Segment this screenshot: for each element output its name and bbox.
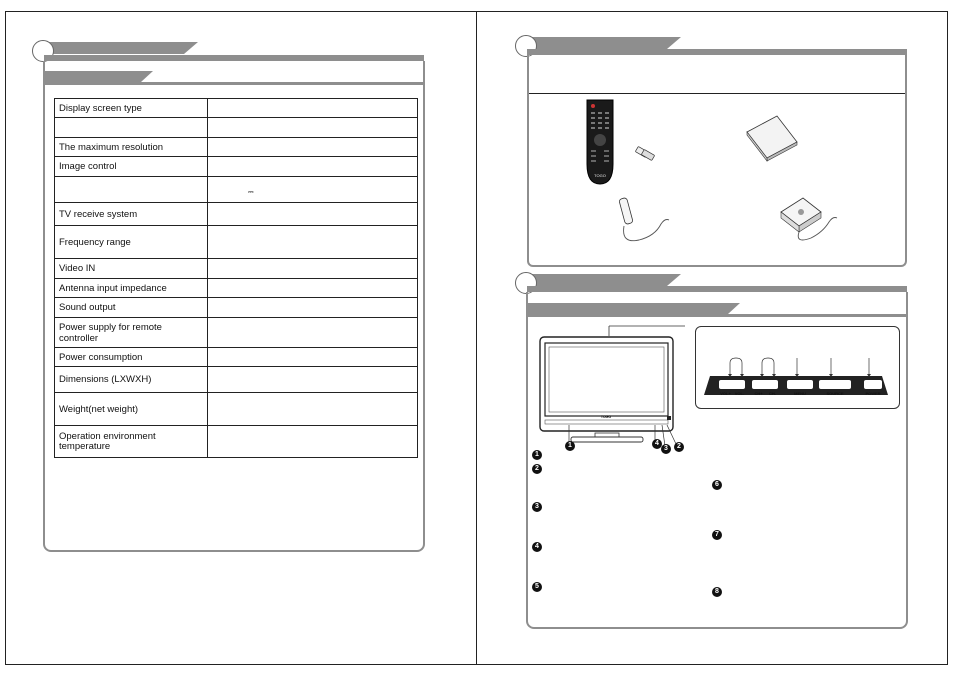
spec-value xyxy=(208,99,418,118)
spec-label: Antenna input impedance xyxy=(55,279,208,298)
panel-label-source: SOURCE xyxy=(826,391,844,396)
callout-5: 5 xyxy=(532,582,542,592)
spec-value xyxy=(208,393,418,426)
section-tab-accessories xyxy=(527,37,667,49)
callout-7: 7 xyxy=(712,530,722,540)
spec-label: Weight(net weight) xyxy=(55,393,208,426)
front-callout-4: 4 xyxy=(652,439,662,449)
spec-value xyxy=(208,118,418,138)
spec-value xyxy=(208,426,418,458)
callout-8: 8 xyxy=(712,587,722,597)
spec-value xyxy=(208,367,418,393)
remote-control-icon xyxy=(587,100,613,184)
dc-symbol: ⎓ xyxy=(208,177,418,203)
callout-2: 2 xyxy=(532,464,542,474)
spec-label: Power consumption xyxy=(55,348,208,367)
front-callout-2: 2 xyxy=(674,442,684,452)
spec-value xyxy=(208,157,418,177)
spec-label: Power supply for remote controller xyxy=(55,318,208,348)
tv-brand-logo: TOGO xyxy=(600,415,612,419)
panel-label-vol-plus: VOL+ xyxy=(720,391,731,396)
spec-value xyxy=(208,203,418,226)
spec-value xyxy=(208,138,418,157)
spec-label: Sound output xyxy=(55,298,208,318)
batteries-icon xyxy=(635,146,654,160)
spec-value xyxy=(208,226,418,259)
spec-label xyxy=(55,118,208,138)
spec-value xyxy=(208,279,418,298)
spec-label: Display screen type xyxy=(55,99,208,118)
spec-label xyxy=(55,177,208,203)
specification-table xyxy=(54,98,418,458)
spec-label: TV receive system xyxy=(55,203,208,226)
source-button xyxy=(819,380,851,389)
spec-label: Dimensions (LXWXH) xyxy=(55,367,208,393)
callout-3: 3 xyxy=(532,502,542,512)
spec-label: Image control xyxy=(55,157,208,177)
panel-label-vol-minus: VOL- xyxy=(734,391,745,396)
spec-label: Frequency range xyxy=(55,226,208,259)
callout-1: 1 xyxy=(532,450,542,460)
callout-4: 4 xyxy=(532,542,542,552)
section-tab-specifications xyxy=(44,42,184,54)
spec-value xyxy=(208,318,418,348)
power-button xyxy=(864,380,882,389)
panel-label-power: POWER xyxy=(865,391,881,396)
menu-button xyxy=(787,380,813,389)
front-callout-3: 3 xyxy=(661,444,671,454)
spec-label: Operation environment temperature xyxy=(55,426,208,458)
manual-booklet-icon xyxy=(747,116,797,161)
vol-button-pair xyxy=(719,380,745,389)
spec-value xyxy=(208,298,418,318)
car-adapter-icon xyxy=(619,197,669,240)
tv-front-illustration xyxy=(535,322,685,454)
panel-label-menu: MENU xyxy=(794,391,806,396)
panel-label-ch-minus: CH- xyxy=(768,391,777,396)
page-fold xyxy=(476,11,477,665)
front-callout-1: 1 xyxy=(565,441,575,451)
spec-label: The maximum resolution xyxy=(55,138,208,157)
remote-brand: TOGO xyxy=(594,173,606,178)
panel-label-ch-plus: CH+ xyxy=(754,391,763,396)
spec-label: Video IN xyxy=(55,259,208,279)
ch-button-pair xyxy=(752,380,778,389)
accessories-illustration xyxy=(529,94,905,266)
section-tab-tv-overview xyxy=(527,274,667,286)
ac-adapter-icon xyxy=(781,198,837,240)
callout-6: 6 xyxy=(712,480,722,490)
spec-value xyxy=(208,259,418,279)
spec-value xyxy=(208,348,418,367)
